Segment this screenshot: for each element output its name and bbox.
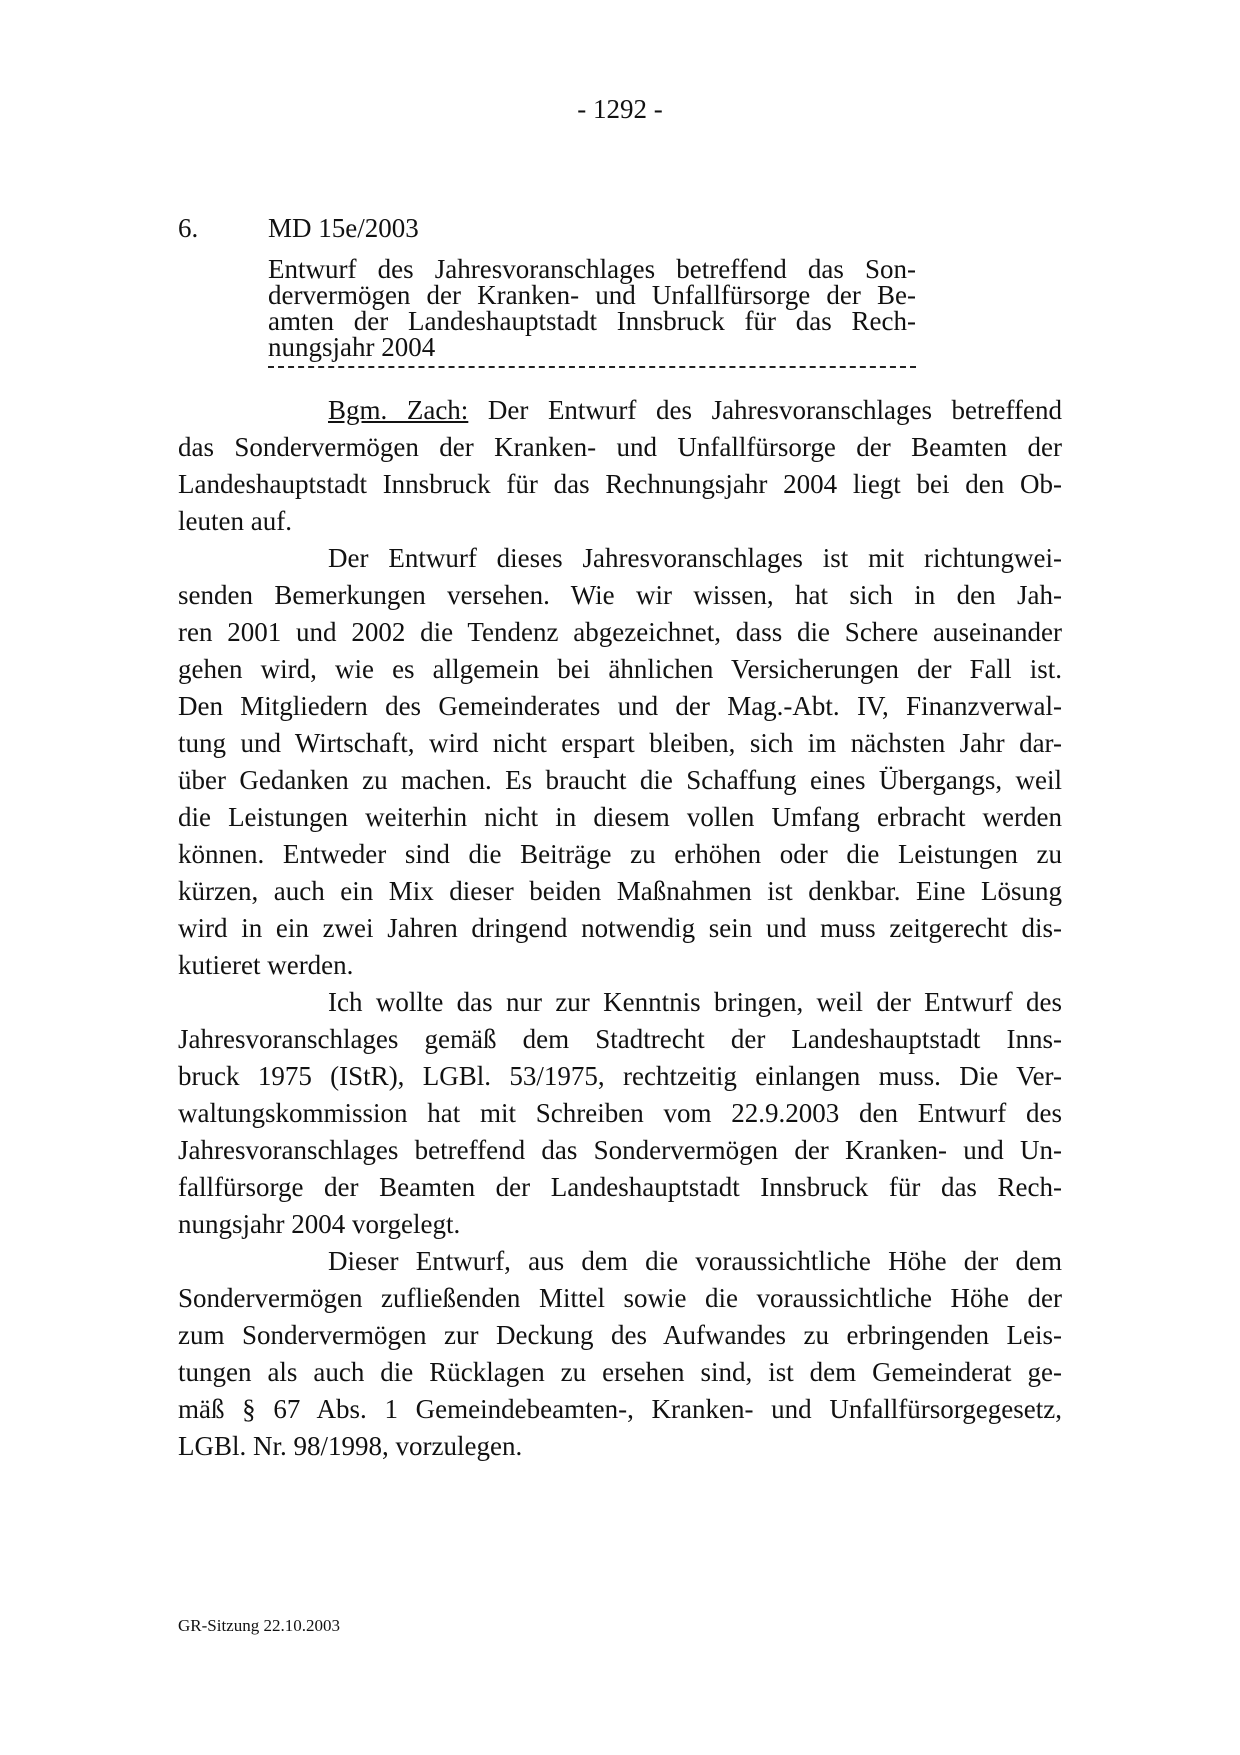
paragraph-line: Jahresvoranschlages betreffend das Sondervermögen der Kranken- und Un- xyxy=(178,1135,1062,1165)
paragraph-line: über Gedanken zu machen. Es braucht die Schaffung eines Übergangs, weil xyxy=(178,765,1062,795)
paragraph-line: fallfürsorge der Beamten der Landeshauptstadt Innsbruck für das Rech- xyxy=(178,1172,1062,1202)
paragraph-line: das Sondervermögen der Kranken- und Unfallfürsorge der Beamten der xyxy=(178,432,1062,462)
paragraph-line: waltungskommission hat mit Schreiben vom 22.9.2003 den Entwurf des xyxy=(178,1098,1062,1128)
paragraph-line: Landeshauptstadt Innsbruck für das Rechnungsjahr 2004 liegt bei den Ob- xyxy=(178,469,1062,499)
agenda-item-subject xyxy=(268,256,916,360)
paragraph-line: gehen wird, wie es allgemein bei ähnlichen Versicherungen der Fall ist. xyxy=(178,654,1062,684)
paragraph-line: LGBl. Nr. 98/1998, vorzulegen. xyxy=(178,1431,523,1461)
subject-line: Entwurf des Jahresvoranschlages betreffend das Son- xyxy=(268,254,916,284)
minutes-body xyxy=(178,392,1062,1465)
footer-session-date: GR-Sitzung 22.10.2003 xyxy=(178,1616,340,1635)
speaker-name: Bgm. Zach: xyxy=(328,395,469,425)
paragraph-line: senden Bemerkungen versehen. Wie wir wissen, hat sich in den Jah- xyxy=(178,580,1062,610)
subject-line: amten der Landeshauptstadt Innsbruck für das Rech- xyxy=(268,306,916,336)
paragraph-line: bruck 1975 (IStR), LGBl. 53/1975, rechtzeitig einlangen muss. Die Ver- xyxy=(178,1061,1062,1091)
paragraph-line: Der Entwurf dieses Jahresvoranschlages ist mit richtungwei- xyxy=(328,543,1062,573)
paragraph-line: wird in ein zwei Jahren dringend notwendig sein und muss zeitgerecht dis- xyxy=(178,913,1062,943)
paragraph-line: kutieret werden. xyxy=(178,950,354,980)
paragraph-line xyxy=(178,392,1062,429)
paragraph-line: tung und Wirtschaft, wird nicht erspart bleiben, sich im nächsten Jahr dar- xyxy=(178,728,1062,758)
paragraph-line: tungen als auch die Rücklagen zu ersehen sind, ist dem Gemeinderat ge- xyxy=(178,1357,1062,1387)
paragraph-line: Jahresvoranschlages gemäß dem Stadtrecht der Landeshauptstadt Inns- xyxy=(178,1024,1062,1054)
paragraph-line: mäß § 67 Abs. 1 Gemeindebeamten-, Kranken- und Unfallfürsorgegesetz, xyxy=(178,1394,1062,1424)
paragraph-line: Ich wollte das nur zur Kenntnis bringen, weil der Entwurf des xyxy=(328,987,1062,1017)
paragraph-line: Sondervermögen zufließenden Mittel sowie die voraussichtliche Höhe der xyxy=(178,1283,1062,1313)
paragraph-line: leuten auf. xyxy=(178,506,292,536)
paragraph-line: Den Mitgliedern des Gemeinderates und der Mag.-Abt. IV, Finanzverwal- xyxy=(178,691,1062,721)
page-number: - 1292 - xyxy=(577,94,663,124)
paragraph-line: die Leistungen weiterhin nicht in diesem vollen Umfang erbracht werden xyxy=(178,802,1062,832)
subject-line: nungsjahr 2004 xyxy=(268,332,436,362)
speaker-statement-start: Der Entwurf des Jahresvoranschlages betreffend xyxy=(468,395,1062,425)
paragraph-line: ren 2001 und 2002 die Tendenz abgezeichnet, dass die Schere auseinander xyxy=(178,617,1062,647)
dashed-separator xyxy=(268,366,916,368)
paragraph-line: nungsjahr 2004 vorgelegt. xyxy=(178,1209,461,1239)
paragraph-line: kürzen, auch ein Mix dieser beiden Maßnahmen ist denkbar. Eine Lösung xyxy=(178,876,1062,906)
subject-line: dervermögen der Kranken- und Unfallfürsorge der Be- xyxy=(268,280,916,310)
paragraph-line: können. Entweder sind die Beiträge zu erhöhen oder die Leistungen zu xyxy=(178,839,1062,869)
paragraph-line: zum Sondervermögen zur Deckung des Aufwandes zu erbringenden Leis- xyxy=(178,1320,1062,1350)
agenda-item-number: 6. xyxy=(178,213,199,243)
agenda-item-reference: MD 15e/2003 xyxy=(268,213,419,243)
paragraph-line: Dieser Entwurf, aus dem die voraussichtliche Höhe der dem xyxy=(328,1246,1062,1276)
